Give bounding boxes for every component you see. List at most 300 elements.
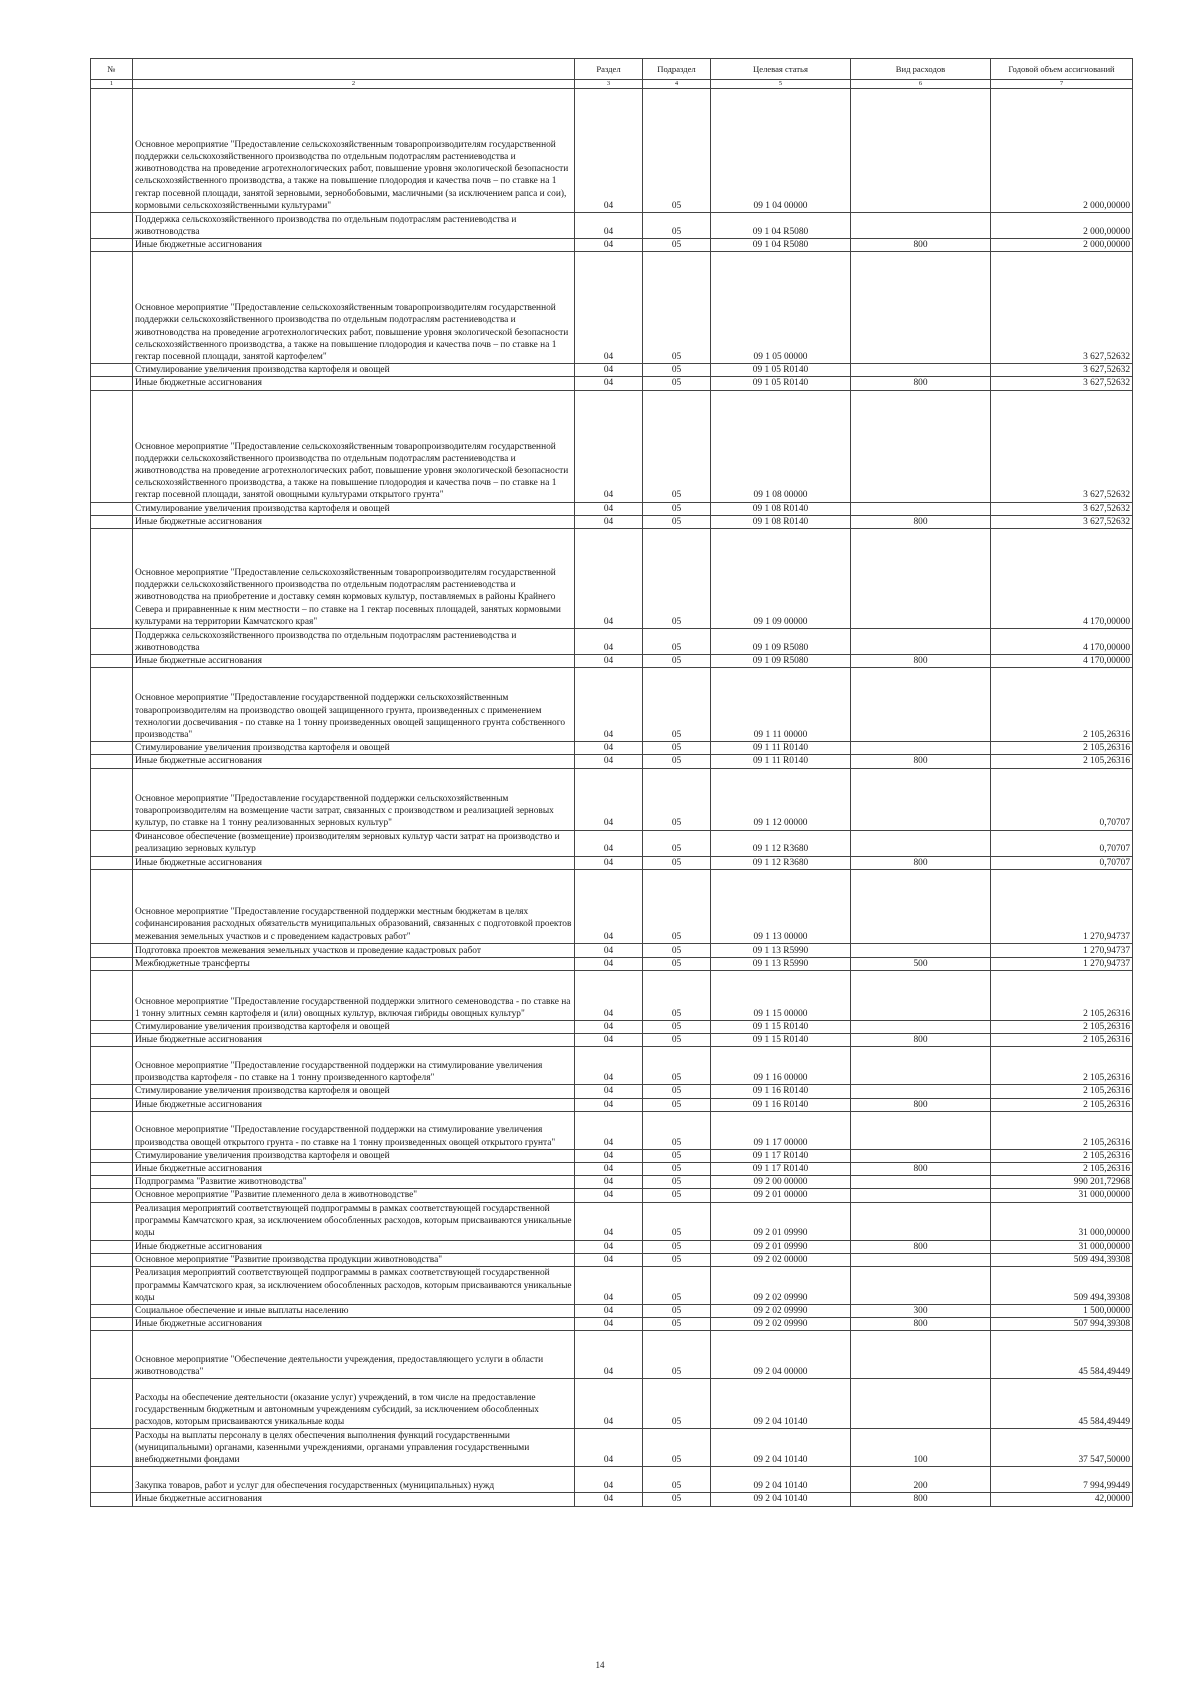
header-podrazdel: Подраздел	[643, 59, 711, 80]
row-razdel: 04	[575, 1047, 643, 1085]
row-podrazdel: 05	[643, 1047, 711, 1085]
row-vid	[851, 252, 991, 364]
row-name: Социальное обеспечение и иные выплаты населению	[133, 1305, 575, 1318]
table-row	[91, 971, 1133, 1021]
row-article: 09 2 01 09990	[711, 1240, 851, 1253]
row-name: Стимулирование увеличения производства картофеля и овощей	[133, 364, 575, 377]
row-volume: 45 584,49449	[991, 1379, 1133, 1429]
row-podrazdel: 05	[643, 252, 711, 364]
row-number-cell	[91, 957, 133, 970]
row-razdel: 04	[575, 1085, 643, 1098]
row-number-cell	[91, 1467, 133, 1493]
row-vid	[851, 668, 991, 742]
row-vid: 800	[851, 1034, 991, 1047]
row-razdel: 04	[575, 1379, 643, 1429]
row-volume: 2 105,26316	[991, 1021, 1133, 1034]
row-podrazdel: 05	[643, 856, 711, 869]
row-razdel: 04	[575, 1098, 643, 1111]
row-volume: 2 105,26316	[991, 742, 1133, 755]
row-name: Иные бюджетные ассигнования	[133, 239, 575, 252]
row-volume: 509 494,39308	[991, 1267, 1133, 1305]
row-number-cell	[91, 1098, 133, 1111]
row-volume: 1 270,94737	[991, 957, 1133, 970]
row-article: 09 2 04 10140	[711, 1493, 851, 1506]
table-row	[91, 529, 1133, 629]
row-number-cell	[91, 1240, 133, 1253]
row-vid	[851, 1047, 991, 1085]
table-row	[91, 629, 1133, 655]
row-number-cell	[91, 1047, 133, 1085]
row-volume: 42,00000	[991, 1493, 1133, 1506]
row-volume: 45 584,49449	[991, 1331, 1133, 1379]
budget-table	[90, 58, 1133, 1507]
row-article: 09 1 12 R3680	[711, 830, 851, 856]
row-number-cell	[91, 768, 133, 830]
row-article: 09 1 09 00000	[711, 529, 851, 629]
row-podrazdel: 05	[643, 1034, 711, 1047]
row-vid	[851, 364, 991, 377]
table-row	[91, 1429, 1133, 1467]
row-article: 09 1 05 R0140	[711, 377, 851, 390]
row-podrazdel: 05	[643, 515, 711, 528]
row-razdel: 04	[575, 629, 643, 655]
row-volume: 3 627,52632	[991, 364, 1133, 377]
row-vid	[851, 1176, 991, 1189]
row-name: Основное мероприятие "Предоставление государственной поддержки местным бюджетам в целях софинансирования расходных обязательств муниципальных образований, связанных с подготовкой проектов межевания земельных участков и с проведением кадастровых работ"	[133, 869, 575, 943]
row-number-cell	[91, 668, 133, 742]
table-row	[91, 742, 1133, 755]
row-podrazdel: 05	[643, 1253, 711, 1266]
row-name: Иные бюджетные ассигнования	[133, 655, 575, 668]
row-razdel: 04	[575, 768, 643, 830]
row-podrazdel: 05	[643, 1429, 711, 1467]
row-vid	[851, 1085, 991, 1098]
header-volume: Годовой объем ассигнований	[991, 59, 1133, 80]
row-razdel: 04	[575, 1189, 643, 1202]
row-vid: 800	[851, 655, 991, 668]
row-name: Расходы на выплаты персоналу в целях обеспечения выполнения функций государственными (муниципальными) органами, казенными учреждениями, органами управления государственными внебюджетными фондами	[133, 1429, 575, 1467]
row-vid: 800	[851, 1240, 991, 1253]
header-num-6: 6	[851, 80, 991, 89]
row-volume: 31 000,00000	[991, 1240, 1133, 1253]
row-vid	[851, 1267, 991, 1305]
row-number-cell	[91, 755, 133, 768]
row-article: 09 2 04 10140	[711, 1467, 851, 1493]
row-number-cell	[91, 377, 133, 390]
row-name: Иные бюджетные ассигнования	[133, 755, 575, 768]
row-name: Иные бюджетные ассигнования	[133, 1318, 575, 1331]
row-podrazdel: 05	[643, 213, 711, 239]
row-name: Основное мероприятие "Предоставление государственной поддержки элитного семеноводства - по ставке на 1 тонну элитных семян картофеля и (или) овощных культур, включая гибриды овощных культур"	[133, 971, 575, 1021]
row-podrazdel: 05	[643, 755, 711, 768]
row-podrazdel: 05	[643, 502, 711, 515]
row-name: Основное мероприятие "Предоставление сельскохозяйственным товаропроизводителям государственной поддержки сельскохозяйственного производства по отдельным подотраслям растениеводства и животноводства на проведение агротехнологических работ, повышение уровня экологической безопасности сельскохозяйственного производства, а также на повышение плодородия и качества почв – по ставке на 1 гектар посевной площади, занятой овощными культурами открытого грунта"	[133, 390, 575, 502]
row-vid	[851, 390, 991, 502]
row-article: 09 1 12 R3680	[711, 856, 851, 869]
row-vid	[851, 1021, 991, 1034]
row-article: 09 1 17 R0140	[711, 1163, 851, 1176]
row-article: 09 1 16 R0140	[711, 1085, 851, 1098]
row-razdel: 04	[575, 364, 643, 377]
row-razdel: 04	[575, 1331, 643, 1379]
row-razdel: 04	[575, 856, 643, 869]
row-name: Иные бюджетные ассигнования	[133, 1240, 575, 1253]
row-article: 09 1 11 R0140	[711, 755, 851, 768]
row-vid	[851, 529, 991, 629]
row-vid: 200	[851, 1467, 991, 1493]
row-volume: 2 105,26316	[991, 971, 1133, 1021]
row-razdel: 04	[575, 502, 643, 515]
row-volume: 2 105,26316	[991, 1085, 1133, 1098]
row-podrazdel: 05	[643, 830, 711, 856]
row-name: Основное мероприятие "Развитие племенного дела в животноводстве"	[133, 1189, 575, 1202]
row-razdel: 04	[575, 1318, 643, 1331]
header-num-4: 4	[643, 80, 711, 89]
row-volume: 2 105,26316	[991, 1047, 1133, 1085]
table-row	[91, 1085, 1133, 1098]
table-row	[91, 668, 1133, 742]
row-article: 09 1 04 R5080	[711, 213, 851, 239]
table-row	[91, 943, 1133, 957]
row-razdel: 04	[575, 1202, 643, 1240]
row-vid: 800	[851, 1163, 991, 1176]
row-podrazdel: 05	[643, 629, 711, 655]
row-podrazdel: 05	[643, 1240, 711, 1253]
table-row	[91, 252, 1133, 364]
row-name: Поддержка сельскохозяйственного производства по отдельным подотраслям растениеводства и животноводства	[133, 213, 575, 239]
row-article: 09 1 13 R5990	[711, 943, 851, 957]
row-article: 09 2 04 10140	[711, 1429, 851, 1467]
row-article: 09 1 05 00000	[711, 252, 851, 364]
row-article: 09 1 17 R0140	[711, 1149, 851, 1162]
row-vid: 800	[851, 856, 991, 869]
row-razdel: 04	[575, 957, 643, 970]
row-volume: 1 500,00000	[991, 1305, 1133, 1318]
row-podrazdel: 05	[643, 239, 711, 252]
row-podrazdel: 05	[643, 1176, 711, 1189]
header-article: Целевая статья	[711, 59, 851, 80]
row-volume: 0,70707	[991, 768, 1133, 830]
row-number-cell	[91, 1318, 133, 1331]
row-vid	[851, 1149, 991, 1162]
row-razdel: 04	[575, 668, 643, 742]
row-number-cell	[91, 830, 133, 856]
header-num-5: 5	[711, 80, 851, 89]
row-razdel: 04	[575, 1034, 643, 1047]
row-razdel: 04	[575, 943, 643, 957]
row-podrazdel: 05	[643, 943, 711, 957]
row-razdel: 04	[575, 377, 643, 390]
row-number-cell	[91, 943, 133, 957]
row-podrazdel: 05	[643, 1111, 711, 1149]
table-row	[91, 1240, 1133, 1253]
row-name: Основное мероприятие "Предоставление сельскохозяйственным товаропроизводителям государственной поддержки сельскохозяйственного производства по отдельным подотраслям растениеводства и животноводства на проведение агротехнологических работ, повышение уровня экологической безопасности сельскохозяйственного производства, а также на повышение плодородия и качества почв – по ставке на 1 гектар посевной площади, занятой картофелем"	[133, 252, 575, 364]
table-row	[91, 856, 1133, 869]
row-article: 09 2 00 00000	[711, 1176, 851, 1189]
row-number-cell	[91, 1189, 133, 1202]
row-number-cell	[91, 515, 133, 528]
row-name: Иные бюджетные ассигнования	[133, 377, 575, 390]
table-row	[91, 213, 1133, 239]
table-row	[91, 1111, 1133, 1149]
row-number-cell	[91, 629, 133, 655]
row-name: Финансовое обеспечение (возмещение) производителям зерновых культур части затрат на производство и реализацию зерновых культур	[133, 830, 575, 856]
row-number-cell	[91, 869, 133, 943]
row-name: Иные бюджетные ассигнования	[133, 1163, 575, 1176]
row-volume: 2 000,00000	[991, 213, 1133, 239]
row-vid: 500	[851, 957, 991, 970]
row-number-cell	[91, 1111, 133, 1149]
row-number-cell	[91, 1202, 133, 1240]
row-number-cell	[91, 1163, 133, 1176]
table-row	[91, 1098, 1133, 1111]
table-row	[91, 869, 1133, 943]
row-volume: 3 627,52632	[991, 252, 1133, 364]
row-vid	[851, 742, 991, 755]
row-volume: 509 494,39308	[991, 1253, 1133, 1266]
row-number-cell	[91, 1331, 133, 1379]
row-vid	[851, 1331, 991, 1379]
row-volume: 3 627,52632	[991, 377, 1133, 390]
row-podrazdel: 05	[643, 768, 711, 830]
header-name	[133, 59, 575, 80]
row-podrazdel: 05	[643, 1467, 711, 1493]
row-vid	[851, 830, 991, 856]
row-article: 09 1 11 R0140	[711, 742, 851, 755]
row-podrazdel: 05	[643, 655, 711, 668]
row-name: Основное мероприятие "Развитие производства продукции животноводства"	[133, 1253, 575, 1266]
row-razdel: 04	[575, 1305, 643, 1318]
header-num-7: 7	[991, 80, 1133, 89]
row-podrazdel: 05	[643, 1098, 711, 1111]
row-name: Поддержка сельскохозяйственного производства по отдельным подотраслям растениеводства и животноводства	[133, 629, 575, 655]
row-name: Основное мероприятие "Предоставление сельскохозяйственным товаропроизводителям государственной поддержки сельскохозяйственного производства по отдельным подотраслям растениеводства и животноводства на приобретение и доставку семян кормовых культур, поставляемых в районы Крайнего Севера и приравненные к ним местности – по ставке на 1 гектар посевных площадей, занятых кормовыми культурами на территории Камчатского края"	[133, 529, 575, 629]
row-number-cell	[91, 655, 133, 668]
row-vid	[851, 869, 991, 943]
table-row	[91, 1253, 1133, 1266]
row-article: 09 1 05 R0140	[711, 364, 851, 377]
row-article: 09 2 02 09990	[711, 1318, 851, 1331]
row-article: 09 1 11 00000	[711, 668, 851, 742]
row-volume: 2 000,00000	[991, 239, 1133, 252]
header-no: №	[91, 59, 133, 80]
row-razdel: 04	[575, 971, 643, 1021]
row-number-cell	[91, 1267, 133, 1305]
row-volume: 2 105,26316	[991, 1098, 1133, 1111]
row-razdel: 04	[575, 742, 643, 755]
row-volume: 2 000,00000	[991, 89, 1133, 213]
row-podrazdel: 05	[643, 1202, 711, 1240]
table-row	[91, 1318, 1133, 1331]
row-name: Стимулирование увеличения производства картофеля и овощей	[133, 742, 575, 755]
row-name: Иные бюджетные ассигнования	[133, 1493, 575, 1506]
table-row	[91, 655, 1133, 668]
row-razdel: 04	[575, 655, 643, 668]
row-name: Подготовка проектов межевания земельных участков и проведение кадастровых работ	[133, 943, 575, 957]
row-article: 09 1 15 00000	[711, 971, 851, 1021]
row-razdel: 04	[575, 515, 643, 528]
row-razdel: 04	[575, 1021, 643, 1034]
row-podrazdel: 05	[643, 957, 711, 970]
row-vid: 800	[851, 1318, 991, 1331]
header-num-1: 1	[91, 80, 133, 89]
row-number-cell	[91, 89, 133, 213]
row-volume: 990 201,72968	[991, 1176, 1133, 1189]
row-number-cell	[91, 1429, 133, 1467]
row-name: Иные бюджетные ассигнования	[133, 515, 575, 528]
row-razdel: 04	[575, 869, 643, 943]
row-volume: 4 170,00000	[991, 655, 1133, 668]
row-vid	[851, 1111, 991, 1149]
row-article: 09 1 16 00000	[711, 1047, 851, 1085]
row-article: 09 2 01 09990	[711, 1202, 851, 1240]
header-vid: Вид расходов	[851, 59, 991, 80]
row-number-cell	[91, 502, 133, 515]
row-vid	[851, 502, 991, 515]
row-volume: 0,70707	[991, 830, 1133, 856]
row-name: Иные бюджетные ассигнования	[133, 856, 575, 869]
row-number-cell	[91, 529, 133, 629]
table-body	[91, 89, 1133, 1507]
row-article: 09 1 17 00000	[711, 1111, 851, 1149]
row-article: 09 1 08 R0140	[711, 502, 851, 515]
row-podrazdel: 05	[643, 1379, 711, 1429]
row-name: Иные бюджетные ассигнования	[133, 1098, 575, 1111]
row-vid: 800	[851, 377, 991, 390]
row-name: Реализация мероприятий соответствующей подпрограммы в рамках соответствующей государственной программы Камчатского края, за исключением обособленных расходов, которым присваиваются уникальные коды	[133, 1202, 575, 1240]
row-vid	[851, 768, 991, 830]
table-row	[91, 89, 1133, 213]
row-podrazdel: 05	[643, 390, 711, 502]
row-podrazdel: 05	[643, 869, 711, 943]
row-volume: 3 627,52632	[991, 390, 1133, 502]
table-row	[91, 1163, 1133, 1176]
table-row	[91, 1379, 1133, 1429]
row-name: Основное мероприятие "Предоставление государственной поддержки на стимулирование увеличения производства овощей открытого грунта - по ставке на 1 тонну произведенных овощей открытого грунта"	[133, 1111, 575, 1149]
row-volume: 7 994,99449	[991, 1467, 1133, 1493]
table-row	[91, 377, 1133, 390]
table-row	[91, 502, 1133, 515]
row-article: 09 1 08 R0140	[711, 515, 851, 528]
row-name: Реализация мероприятий соответствующей подпрограммы в рамках соответствующей государственной программы Камчатского края, за исключением обособленных расходов, которым присваиваются уникальные коды	[133, 1267, 575, 1305]
table-row	[91, 364, 1133, 377]
table-row	[91, 1021, 1133, 1034]
row-name: Основное мероприятие "Предоставление государственной поддержки сельскохозяйственным товаропроизводителям на возмещение части затрат, связанных с производством и реализацией зерновых культур, по ставке на 1 тонну реализованных зерновых культур"	[133, 768, 575, 830]
row-podrazdel: 05	[643, 668, 711, 742]
row-vid	[851, 89, 991, 213]
row-article: 09 1 12 00000	[711, 768, 851, 830]
row-vid: 100	[851, 1429, 991, 1467]
row-vid	[851, 1379, 991, 1429]
row-number-cell	[91, 856, 133, 869]
row-podrazdel: 05	[643, 1305, 711, 1318]
row-razdel: 04	[575, 1149, 643, 1162]
row-number-cell	[91, 364, 133, 377]
row-name: Межбюджетные трансферты	[133, 957, 575, 970]
row-article: 09 1 09 R5080	[711, 629, 851, 655]
row-razdel: 04	[575, 1267, 643, 1305]
table-row	[91, 1267, 1133, 1305]
row-vid	[851, 213, 991, 239]
row-number-cell	[91, 1176, 133, 1189]
row-number-cell	[91, 239, 133, 252]
header-num-2: 2	[133, 80, 575, 89]
table-row	[91, 1305, 1133, 1318]
row-volume: 4 170,00000	[991, 529, 1133, 629]
row-volume: 31 000,00000	[991, 1189, 1133, 1202]
row-article: 09 1 13 R5990	[711, 957, 851, 970]
row-vid	[851, 629, 991, 655]
table-row	[91, 1176, 1133, 1189]
table-row	[91, 957, 1133, 970]
row-name: Иные бюджетные ассигнования	[133, 1034, 575, 1047]
row-article: 09 1 15 R0140	[711, 1021, 851, 1034]
row-vid: 800	[851, 239, 991, 252]
row-razdel: 04	[575, 239, 643, 252]
table-row	[91, 515, 1133, 528]
table-row	[91, 755, 1133, 768]
row-number-cell	[91, 1253, 133, 1266]
row-podrazdel: 05	[643, 1149, 711, 1162]
row-volume: 2 105,26316	[991, 668, 1133, 742]
row-article: 09 2 01 00000	[711, 1189, 851, 1202]
row-article: 09 1 04 R5080	[711, 239, 851, 252]
row-razdel: 04	[575, 213, 643, 239]
row-podrazdel: 05	[643, 377, 711, 390]
row-razdel: 04	[575, 1176, 643, 1189]
row-vid	[851, 1202, 991, 1240]
table-row	[91, 1202, 1133, 1240]
table-header	[91, 59, 1133, 89]
row-name: Стимулирование увеличения производства картофеля и овощей	[133, 502, 575, 515]
row-podrazdel: 05	[643, 1318, 711, 1331]
row-volume: 31 000,00000	[991, 1202, 1133, 1240]
row-razdel: 04	[575, 1253, 643, 1266]
row-volume: 2 105,26316	[991, 1163, 1133, 1176]
row-razdel: 04	[575, 1111, 643, 1149]
row-razdel: 04	[575, 1240, 643, 1253]
row-vid	[851, 971, 991, 1021]
row-volume: 1 270,94737	[991, 869, 1133, 943]
row-razdel: 04	[575, 390, 643, 502]
table-row	[91, 1467, 1133, 1493]
row-number-cell	[91, 1034, 133, 1047]
row-vid: 800	[851, 1493, 991, 1506]
table-row	[91, 1047, 1133, 1085]
row-article: 09 2 04 10140	[711, 1379, 851, 1429]
row-number-cell	[91, 213, 133, 239]
row-article: 09 2 02 09990	[711, 1267, 851, 1305]
row-article: 09 1 15 R0140	[711, 1034, 851, 1047]
table-row	[91, 1331, 1133, 1379]
row-podrazdel: 05	[643, 1021, 711, 1034]
row-razdel: 04	[575, 1467, 643, 1493]
row-name: Расходы на обеспечение деятельности (оказание услуг) учреждений, в том числе на предоставление государственным бюджетным и автономным учреждениям субсидий, за исключением обособленных расходов, которым присваиваются уникальные коды	[133, 1379, 575, 1429]
row-volume: 4 170,00000	[991, 629, 1133, 655]
row-name: Закупка товаров, работ и услуг для обеспечения государственных (муниципальных) нужд	[133, 1467, 575, 1493]
row-podrazdel: 05	[643, 1189, 711, 1202]
row-article: 09 1 08 00000	[711, 390, 851, 502]
row-name: Основное мероприятие "Обеспечение деятельности учреждения, предоставляющего услуги в области животноводства"	[133, 1331, 575, 1379]
table-row	[91, 1149, 1133, 1162]
row-name: Основное мероприятие "Предоставление государственной поддержки сельскохозяйственным товаропроизводителям на производство овощей защищенного грунта, произведенных с применением технологии досвечивания - по ставке на 1 тонну произведенных овощей защищенного грунта собственного производства"	[133, 668, 575, 742]
row-vid: 800	[851, 755, 991, 768]
row-name: Подпрограмма "Развитие животноводства"	[133, 1176, 575, 1189]
table-row	[91, 390, 1133, 502]
row-number-cell	[91, 1149, 133, 1162]
row-razdel: 04	[575, 1429, 643, 1467]
table-row	[91, 830, 1133, 856]
